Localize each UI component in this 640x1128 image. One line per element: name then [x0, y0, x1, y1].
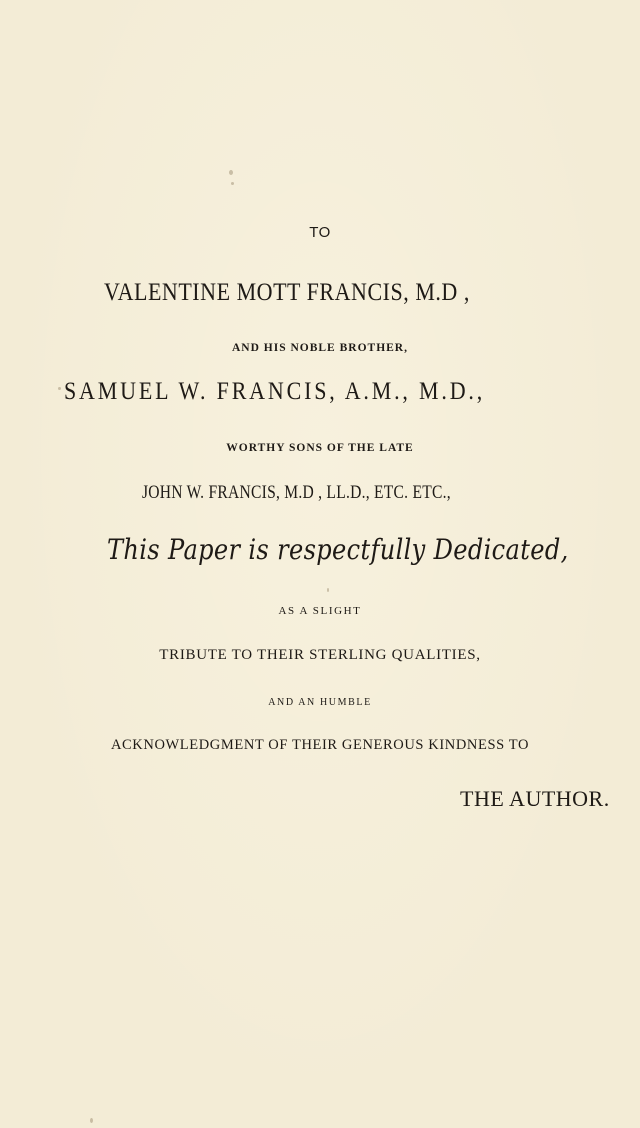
honoree-name-samuel: SAMUEL W. FRANCIS, A.M., M.D., [64, 378, 486, 405]
father-name-john: JOHN W. FRANCIS, M.D , LL.D., ETC. ETC., [142, 482, 451, 503]
honoree-name-valentine: VALENTINE MOTT FRANCIS, M.D , [104, 279, 470, 306]
paper-speck [231, 182, 234, 185]
and-an-humble-line: AND AN HUMBLE [268, 697, 372, 708]
tribute-line: TRIBUTE TO THEIR STERLING QUALITIES, [159, 647, 481, 663]
paper-speck [327, 588, 329, 592]
and-his-noble-brother-line: AND HIS NOBLE BROTHER, [231, 342, 408, 354]
author-signature: THE AUTHOR. [460, 786, 610, 811]
paper-speck [58, 387, 61, 390]
dedication-to: TO [309, 224, 331, 241]
paper-speck [229, 170, 233, 175]
acknowledgment-line: ACKNOWLEDGMENT OF THEIR GENEROUS KINDNESS TO [110, 737, 530, 753]
paper-speck [90, 1118, 93, 1123]
worthy-sons-line: WORTHY SONS OF THE LATE [226, 442, 414, 454]
as-a-slight-line: AS A SLIGHT [278, 605, 362, 617]
dedication-blackletter-line: This Paper is respectfully Dedicated, [107, 533, 569, 566]
